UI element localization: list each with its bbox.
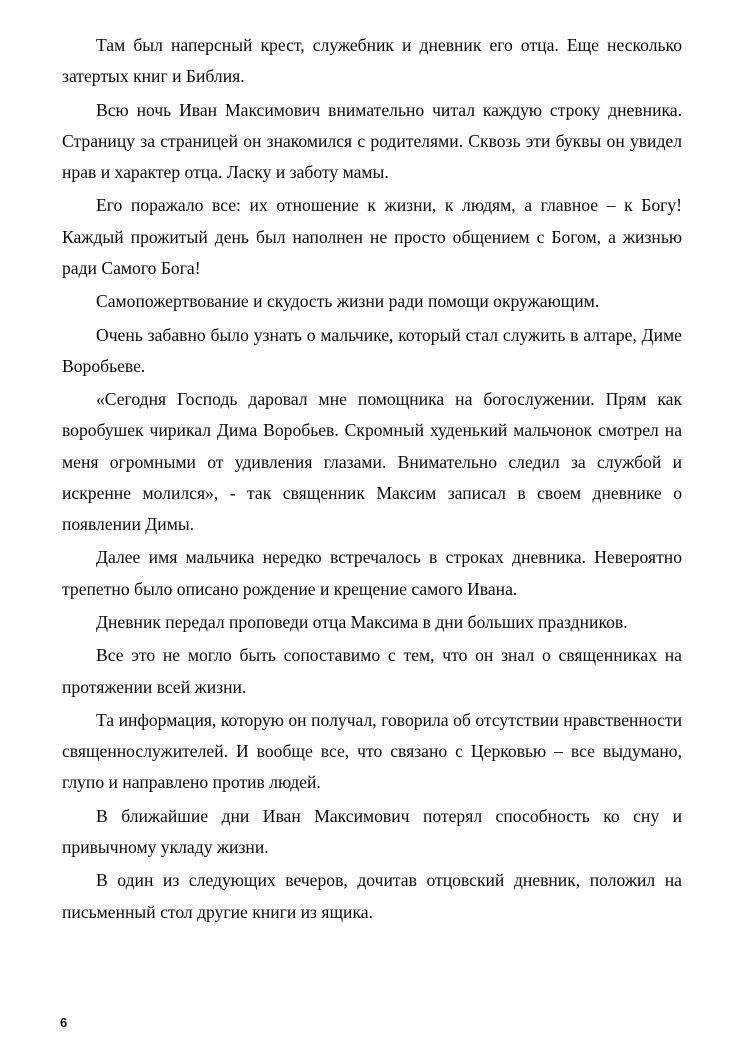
paragraph: Самопожертвование и скудость жизни ради помощи окружающим. (96, 291, 600, 312)
paragraph: Всю ночь Иван Максимович внимательно читал каждую строку дневника. Страницу за страницей он знакомился с родителями. Сквозь эти буквы он увидел нрав и характер отца. Ласку и заботу мамы. (62, 99, 682, 182)
paragraph: Дневник передал проповеди отца Максима в дни больших праздников. (96, 611, 628, 632)
page-number: 6 (60, 1015, 68, 1030)
paragraph: В ближайшие дни Иван Максимович потерял способность ко сну и привычному укладу жизни. (62, 805, 682, 857)
paragraph: Далее имя мальчика нередко встречалось в строках дневника. Невероятно трепетно было описано рождение и крещение самого Ивана. (62, 547, 682, 599)
paragraph: «Сегодня Господь даровал мне помощника на богослужении. Прям как воробушек чирикал Дима Воробьев. Скромный худенький мальчонок смотрел на меня огромными от удивления глазами. Внимательно следил за службой и искренне молился», - так священник Максим записал в своем дневнике о появлении Димы. (62, 389, 682, 534)
paragraph: В один из следующих вечеров, дочитав отцовский дневник, положил на письменный стол другие книги из ящика. (62, 870, 682, 922)
paragraph: Там был наперсный крест, служебник и дневник его отца. Еще несколько затертых книг и Библия. (62, 35, 682, 87)
paragraph: Та информация, которую он получал, говорила об отсутствии нравственности священнослужителей. И вообще все, что связано с Церковью – все выдумано, глупо и направлено против людей. (62, 709, 682, 793)
paragraph: Все это не могло быть сопоставимо с тем, что он знал о священниках на протяжении всей жизни. (62, 645, 682, 697)
paragraph: Очень забавно было узнать о мальчике, который стал служить в алтаре, Диме Воробьеве. (62, 324, 682, 376)
body-text-column (62, 30, 682, 928)
paragraph: Его поражало все: их отношение к жизни, к людям, а главное – к Богу! Каждый прожитый день был наполнен не просто общением с Богом, а жизнью ради Самого Бога! (62, 195, 682, 278)
